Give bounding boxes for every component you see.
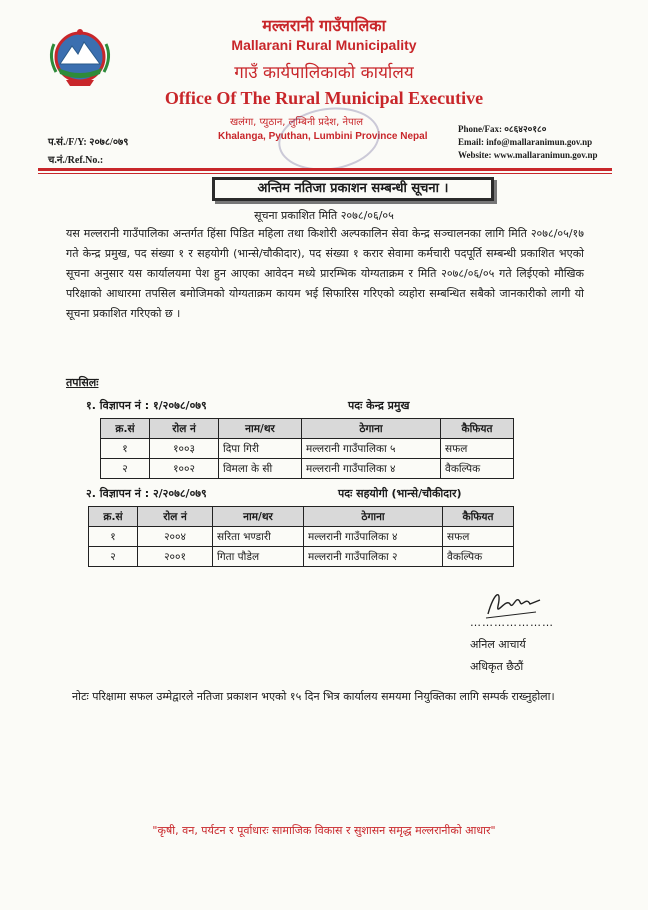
municipality-name-nepali: मल्लरानी गाउँपालिका	[262, 16, 386, 35]
details-heading: तपसिलः	[66, 376, 99, 389]
table-header-row	[101, 419, 514, 439]
col-serial: क्र.सं	[101, 419, 150, 439]
cell-address: मल्लरानी गाउँपालिका ४	[304, 527, 443, 547]
office-stamp-seal	[274, 101, 384, 177]
municipality-name-english: Mallarani Rural Municipality	[231, 37, 417, 53]
ad1-heading: १. विज्ञापन नं : १/२०७८/०७९	[86, 399, 207, 412]
col-address: ठेगाना	[304, 507, 443, 527]
header-divider	[38, 168, 612, 174]
col-name: नाम/थर	[219, 419, 302, 439]
ad1-post: पदः केन्द्र प्रमुख	[348, 399, 410, 412]
cell-name: गिता पौडेल	[213, 547, 304, 567]
cell-roll: १००२	[150, 459, 219, 479]
contact-email: Email: info@mallaranimun.gov.np	[458, 137, 593, 147]
cell-address: मल्लरानी गाउँपालिका २	[304, 547, 443, 567]
reference-number: प.सं./F/Y: २०७८/०७९	[48, 137, 129, 148]
dispatch-number: च.नं./Ref.No.:	[48, 155, 104, 166]
col-remarks: कैफियत	[441, 419, 514, 439]
cell-name: विमला के सी	[219, 459, 302, 479]
notice-body: यस मल्लरानी गाउँपालिका अन्तर्गत हिंसा पिडित महिला तथा किशोरी अल्पकालिन सेवा केन्द्र सञ्चालनका लागि मिति २०७८/०५/१७ गते केन्द्र प्रमुख, पद संख्या १ र सहयोगी (भान्से/चौकीदार), पद संख्या १ करार सेवामा कर्मचारी पदपूर्ति सम्बन्धी प्रकाशित भएको सूचना अनुसार यस कार्यालयमा पेश हुन आएका आवेदन मध्ये प्रारम्भिक योग्यताक्रम र मिति २०७८/०६/०५ गते लिईएको मौखिक परिक्षाको आधारमा तपसिल बमोजिमको योग्यताक्रम कायम भई सिफारिस गरिएको व्यहोरा सम्बन्धित सबैको जानकारीको लागी यो सूचना प्रकाशित गरिएको छ ।	[66, 227, 584, 320]
col-serial: क्र.सं	[89, 507, 138, 527]
cell-serial: १	[89, 527, 138, 547]
ad2-heading: २. विज्ञापन नं : २/२०७८/०७९	[86, 487, 207, 500]
col-roll: रोल नं	[138, 507, 213, 527]
signatory-title: अधिकृत छैठौं	[470, 660, 524, 673]
cell-address: मल्लरानी गाउँपालिका ४	[302, 459, 441, 479]
footer-motto: "कृषी, वन, पर्यटन र पूर्वाधारः सामाजिक विकास र सुशासन समृद्ध मल्लरानीको आधार"	[152, 824, 496, 837]
cell-remarks: वैकल्पिक	[443, 547, 514, 567]
signature-line: …………………	[470, 616, 554, 629]
table-row	[101, 439, 514, 459]
office-name-english: Office Of The Rural Municipal Executive	[164, 88, 484, 108]
col-name: नाम/थर	[213, 507, 304, 527]
ad2-post: पदः सहयोगी (भान्से/चौकीदार)	[338, 487, 462, 500]
table-row	[89, 527, 514, 547]
cell-remarks: सफल	[443, 527, 514, 547]
cell-remarks: सफल	[441, 439, 514, 459]
cell-roll: २००१	[138, 547, 213, 567]
ad2-results-table	[88, 506, 514, 567]
col-address: ठेगाना	[302, 419, 441, 439]
cell-serial: २	[101, 459, 150, 479]
cell-remarks: वैकल्पिक	[441, 459, 514, 479]
signatory-name: अनिल आचार्य	[470, 638, 526, 651]
address-english: Khalanga, Pyuthan, Lumbini Province Nepal	[218, 131, 428, 142]
contact-phone: Phone/Fax: ०८६४२०१८०	[458, 124, 547, 134]
cell-roll: १००३	[150, 439, 219, 459]
col-roll: रोल नं	[150, 419, 219, 439]
ad1-results-table	[100, 418, 514, 479]
published-date: सूचना प्रकाशित मिति २०७८/०६/०५	[254, 209, 394, 222]
notice-title: अन्तिम नतिजा प्रकाशन सम्बन्धी सूचना ।	[215, 180, 491, 198]
cell-name: सरिता भण्डारी	[213, 527, 304, 547]
office-name-nepali: गाउँ कार्यपालिकाको कार्यालय	[234, 63, 414, 83]
cell-serial: १	[101, 439, 150, 459]
notice-title-box	[212, 177, 494, 201]
cell-name: दिपा गिरी	[219, 439, 302, 459]
table-header-row	[89, 507, 514, 527]
table-row	[101, 459, 514, 479]
cell-roll: २००४	[138, 527, 213, 547]
col-remarks: कैफियत	[443, 507, 514, 527]
address-nepali: खलंगा, प्युठान, लुम्बिनी प्रदेश, नेपाल	[230, 117, 364, 128]
cell-serial: २	[89, 547, 138, 567]
table-row	[89, 547, 514, 567]
note-text: नोटः परिक्षामा सफल उम्मेद्वारले नतिजा प्रकाशन भएको १५ दिन भित्र कार्यालय समयमा नियुक्तिका लागि सम्पर्क राख्नुहोला।	[72, 690, 555, 703]
cell-address: मल्लरानी गाउँपालिका ५	[302, 439, 441, 459]
contact-website: Website: www.mallaranimun.gov.np	[458, 150, 598, 160]
